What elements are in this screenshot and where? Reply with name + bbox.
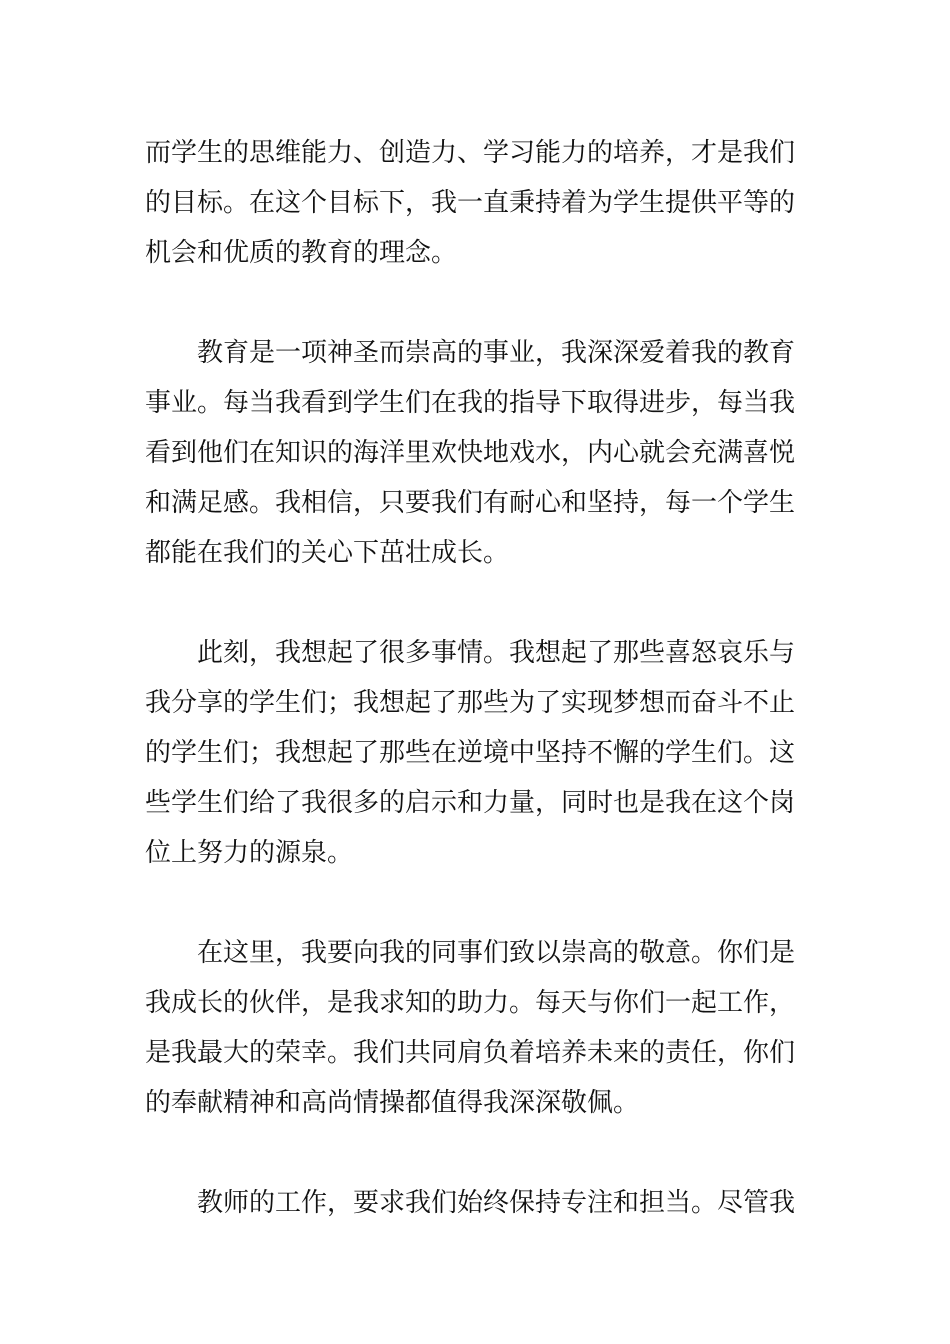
text-line: 我成长的伙伴，是我求知的助力。每天与你们一起工作， [145, 988, 796, 1018]
text-line: 事业。每当我看到学生们在我的指导下取得进步，每当我 [145, 388, 796, 418]
text-line: 教师的工作，要求我们始终保持专注和担当。尽管我 [197, 1188, 796, 1218]
paragraph [145, 628, 807, 878]
text-line: 在这里，我要向我的同事们致以崇高的敬意。你们是 [197, 938, 796, 968]
text-line: 些学生们给了我很多的启示和力量，同时也是我在这个岗 [145, 788, 796, 818]
text-line: 此刻，我想起了很多事情。我想起了那些喜怒哀乐与 [197, 638, 796, 668]
text-line: 我分享的学生们；我想起了那些为了实现梦想而奋斗不止 [145, 688, 796, 718]
text-line: 的奉献精神和高尚情操都值得我深深敬佩。 [145, 1088, 640, 1118]
paragraph [145, 1178, 807, 1228]
text-line: 教育是一项神圣而崇高的事业，我深深爱着我的教育 [197, 338, 796, 368]
text-line: 和满足感。我相信，只要我们有耐心和坚持，每一个学生 [145, 488, 796, 518]
text-line: 都能在我们的关心下茁壮成长。 [145, 538, 510, 568]
text-line: 是我最大的荣幸。我们共同肩负着培养未来的责任，你们 [145, 1038, 796, 1068]
text-line: 的学生们；我想起了那些在逆境中坚持不懈的学生们。这 [145, 738, 796, 768]
text-line: 的目标。在这个目标下，我一直秉持着为学生提供平等的 [145, 188, 796, 218]
text-line: 看到他们在知识的海洋里欢快地戏水，内心就会充满喜悦 [145, 438, 796, 468]
paragraph [145, 328, 807, 578]
text-line: 位上努力的源泉。 [145, 838, 354, 868]
paragraph [145, 128, 807, 278]
document-body [145, 128, 807, 1278]
text-line: 机会和优质的教育的理念。 [145, 238, 458, 268]
text-line: 而学生的思维能力、创造力、学习能力的培养，才是我们 [145, 138, 796, 168]
paragraph [145, 928, 807, 1128]
